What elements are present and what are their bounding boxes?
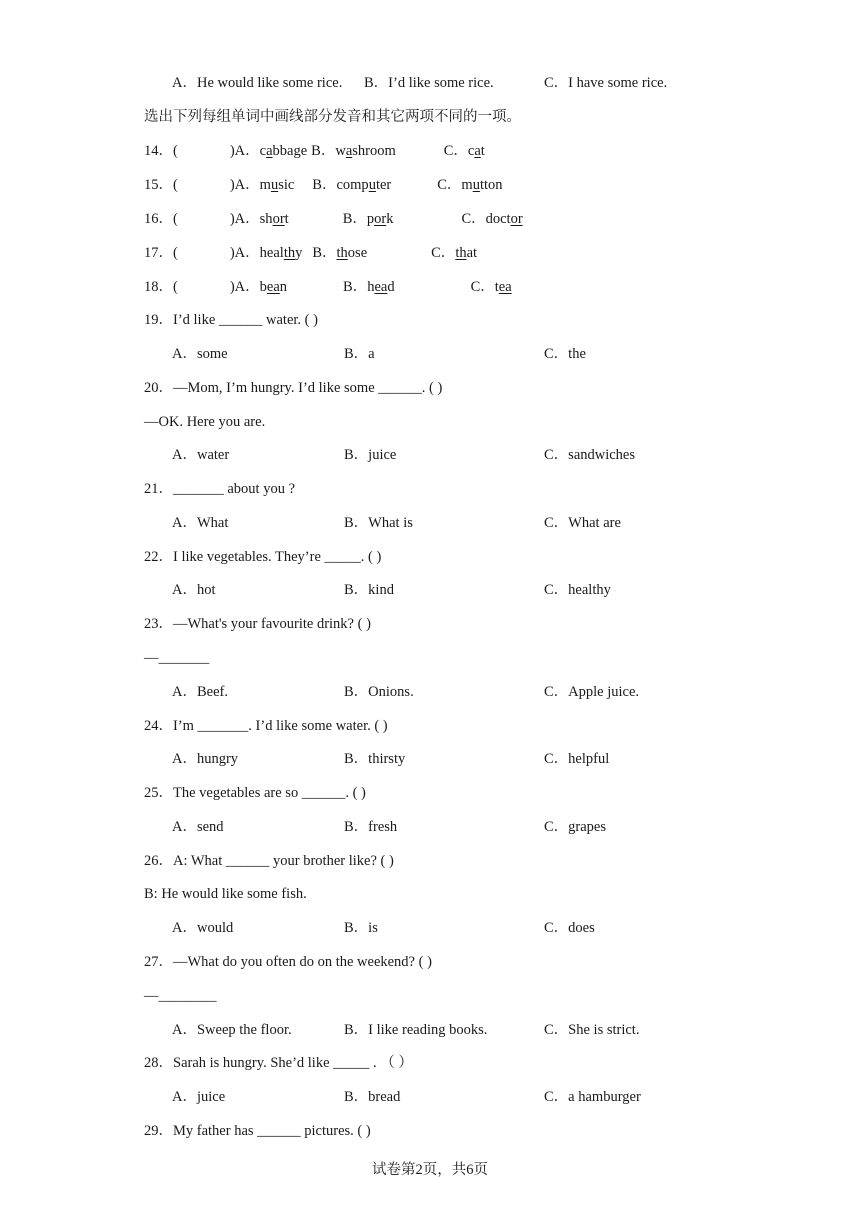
question-27: 27．—What do you often do on the weekend? ( ) xyxy=(144,954,432,970)
question-25-options xyxy=(172,815,732,839)
question-15 xyxy=(144,173,503,197)
question-26: 26．A: What ______ your brother like? ( ) xyxy=(144,853,394,869)
option-c: C．I have some rice. xyxy=(544,75,668,91)
option-a: A．He would like some rice. xyxy=(172,75,343,91)
question-number: 16．( xyxy=(144,211,178,227)
question-20: 20．—Mom, I’m hungry. I’d like some ______. ( ) xyxy=(144,380,443,396)
question-26-response: B: He would like some fish. xyxy=(144,886,307,902)
question-16 xyxy=(144,207,523,231)
option-b: B．is xyxy=(344,920,378,936)
option-b: B．I like reading books. xyxy=(344,1022,488,1038)
option-label: B． xyxy=(312,245,337,261)
option-a: A．water xyxy=(172,447,230,463)
option-label: C． xyxy=(443,143,468,159)
question-28-options xyxy=(172,1085,732,1109)
word-b: computer xyxy=(336,177,392,193)
question-18 xyxy=(144,275,512,299)
option-a: A．Beef. xyxy=(172,684,228,700)
question-14 xyxy=(144,139,485,163)
word-b: head xyxy=(367,279,395,295)
option-a: A．What xyxy=(172,515,229,531)
option-label: )A． xyxy=(229,177,260,193)
option-a: A．Sweep the floor. xyxy=(172,1022,292,1038)
word-c: tea xyxy=(494,279,512,295)
question-24: 24．I’m _______. I’d like some water. ( ) xyxy=(144,718,388,734)
word-b: washroom xyxy=(335,143,396,159)
question-number: 18．( xyxy=(144,279,178,295)
option-label: C． xyxy=(461,211,486,227)
question-23: 23．—What's your favourite drink? ( ) xyxy=(144,616,371,632)
option-label: )A． xyxy=(229,211,260,227)
option-label: )A． xyxy=(229,279,260,295)
option-a: A．would xyxy=(172,920,234,936)
option-a: A．juice xyxy=(172,1089,226,1105)
option-c: C．sandwiches xyxy=(544,447,636,463)
question-23-response: —_______ xyxy=(144,650,210,666)
word-c: cat xyxy=(467,143,485,159)
question-23-options xyxy=(172,680,732,704)
option-b: B．Onions. xyxy=(344,684,414,700)
question-number: 17．( xyxy=(144,245,178,261)
word-b: pork xyxy=(366,211,394,227)
word-a: bean xyxy=(259,279,288,295)
option-a: A．send xyxy=(172,819,224,835)
question-21: 21．_______ about you ? xyxy=(144,481,296,497)
word-c: mutton xyxy=(461,177,503,193)
option-b: B．juice xyxy=(344,447,397,463)
option-c: C．the xyxy=(544,346,586,362)
question-26-options xyxy=(172,916,732,940)
option-b: B．I’d like some rice. xyxy=(364,75,494,91)
word-a: music xyxy=(259,177,295,193)
section-title: 选出下列每组单词中画线部分发音和其它两项不同的一项。 xyxy=(144,109,521,125)
option-c: C．healthy xyxy=(544,582,611,598)
question-21-options xyxy=(172,511,732,535)
question-28: 28．Sarah is hungry. She’d like _____ . （ ） xyxy=(144,1055,413,1071)
option-c: C．What are xyxy=(544,515,621,531)
question-29: 29．My father has ______ pictures. ( ) xyxy=(144,1123,371,1139)
option-b: B．What is xyxy=(344,515,413,531)
question-number: 14．( xyxy=(144,143,178,159)
option-label: C． xyxy=(431,245,456,261)
option-c: C．Apple juice. xyxy=(544,684,640,700)
option-b: B．fresh xyxy=(344,819,398,835)
option-b: B．a xyxy=(344,346,375,362)
question-19: 19．I’d like ______ water. ( ) xyxy=(144,312,318,328)
question-number: 15．( xyxy=(144,177,178,193)
option-c: C．She is strict. xyxy=(544,1022,640,1038)
option-label: B． xyxy=(342,211,367,227)
q13-options xyxy=(172,71,732,95)
word-a: healthy xyxy=(259,245,303,261)
option-c: C．a hamburger xyxy=(544,1089,641,1105)
question-20-response: —OK. Here you are. xyxy=(144,414,266,430)
question-27-response: —________ xyxy=(144,988,217,1004)
option-label: B． xyxy=(311,143,336,159)
question-25: 25．The vegetables are so ______. ( ) xyxy=(144,785,366,801)
word-c: doctor xyxy=(485,211,523,227)
word-a: short xyxy=(259,211,289,227)
option-label: C． xyxy=(437,177,462,193)
page-footer: 试卷第2页，共6页 xyxy=(372,1162,488,1178)
word-a: cabbage xyxy=(259,143,308,159)
option-b: B．bread xyxy=(344,1089,401,1105)
question-17 xyxy=(144,241,477,265)
option-b: B．thirsty xyxy=(344,751,406,767)
question-20-options xyxy=(172,443,732,467)
question-22-options xyxy=(172,578,732,602)
option-a: A．some xyxy=(172,346,228,362)
option-label: )A． xyxy=(229,143,260,159)
option-c: C．does xyxy=(544,920,595,936)
question-19-options xyxy=(172,342,732,366)
question-27-options xyxy=(172,1018,732,1042)
option-label: B． xyxy=(312,177,337,193)
option-a: A．hot xyxy=(172,582,216,598)
option-b: B．kind xyxy=(344,582,394,598)
option-c: C．helpful xyxy=(544,751,610,767)
option-label: B． xyxy=(343,279,368,295)
option-label: C． xyxy=(470,279,495,295)
option-c: C．grapes xyxy=(544,819,607,835)
option-label: )A． xyxy=(229,245,260,261)
word-b: those xyxy=(336,245,368,261)
option-a: A．hungry xyxy=(172,751,239,767)
word-c: that xyxy=(455,245,478,261)
question-22: 22．I like vegetables. They’re _____. ( ) xyxy=(144,549,382,565)
question-24-options xyxy=(172,747,732,771)
